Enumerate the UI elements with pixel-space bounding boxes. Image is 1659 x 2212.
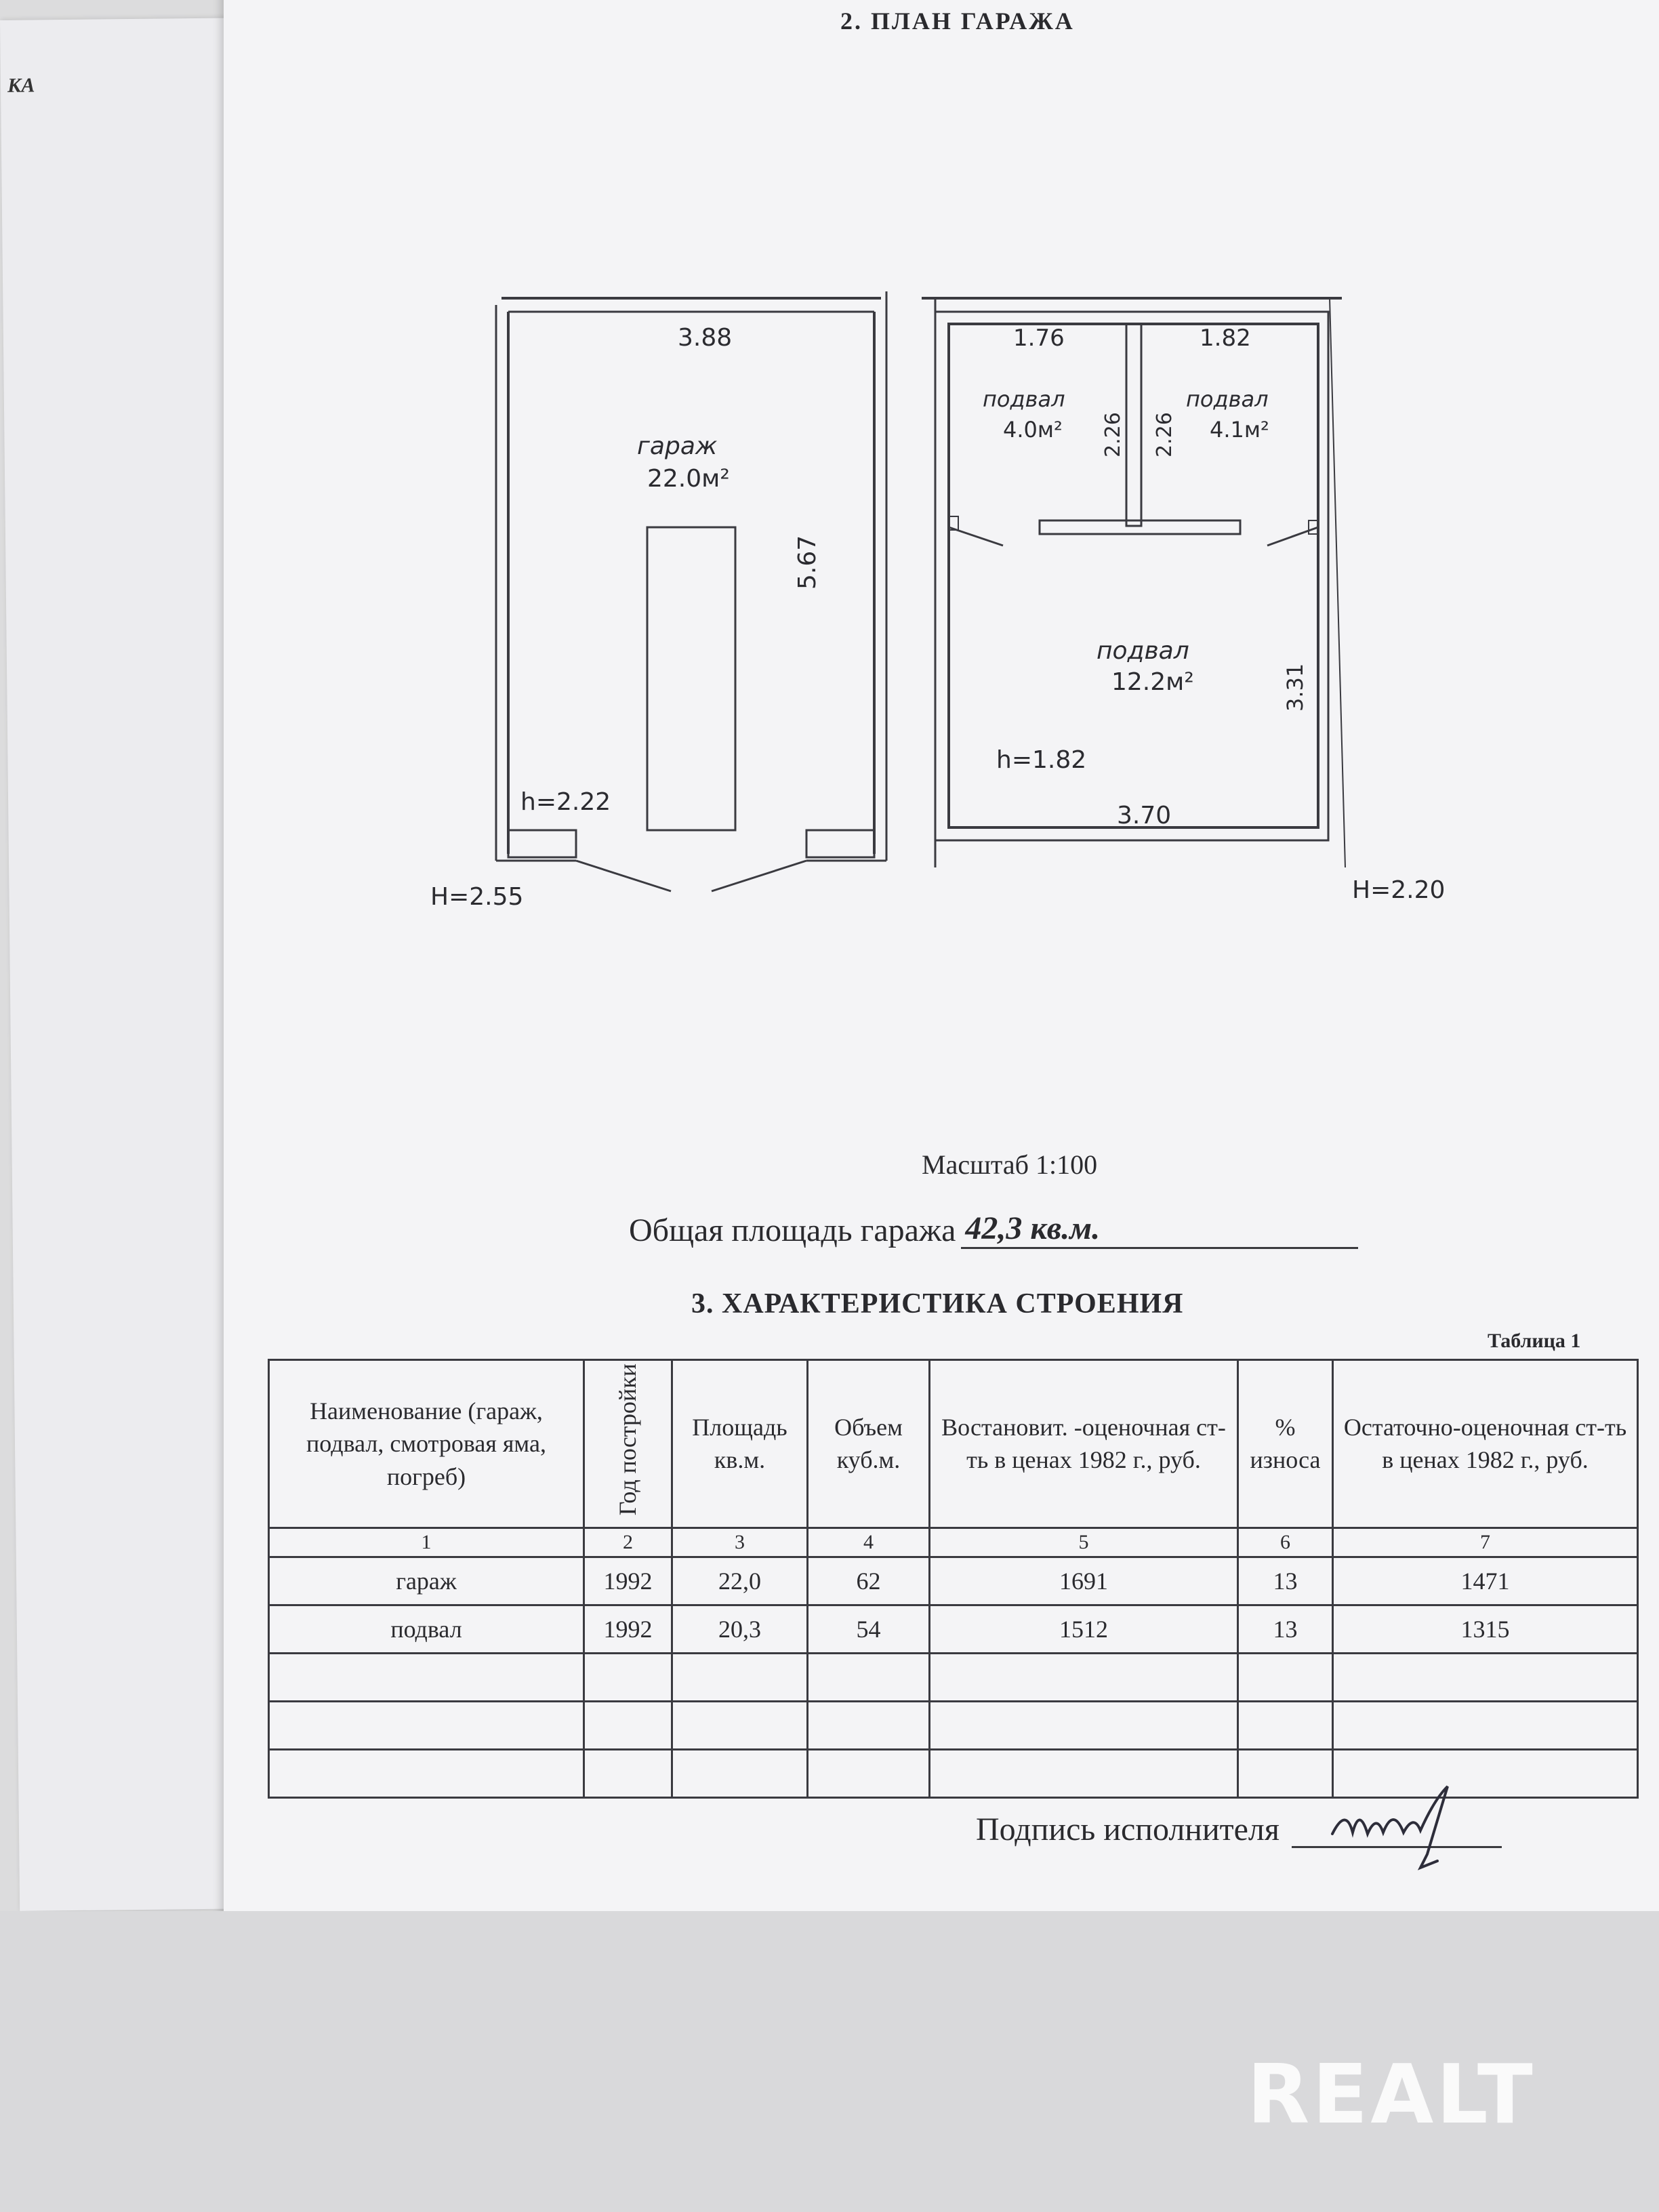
cell-wear: 13 [1238,1605,1333,1654]
garage-length-label: 5.67 [794,535,821,590]
scale-text: Масштаб 1:100 [922,1149,1098,1180]
cell-empty [672,1750,808,1798]
back-sheet-fragment-text: КА [7,74,35,97]
cell-restoration-value: 1691 [930,1557,1238,1605]
basement-right-room-name: подвал [1186,386,1269,412]
table-row [269,1605,1638,1654]
table-header-row [269,1360,1638,1528]
cell-year: 1992 [584,1605,672,1654]
garage-room-area: 22.0м² [647,465,730,493]
plan-title: 2. ПЛАН ГАРАЖА [840,7,1075,35]
cell-empty [930,1750,1238,1798]
cell-empty [584,1702,672,1750]
total-area-value: 42,3 кв.м. [961,1210,1358,1249]
cell-empty [1238,1702,1333,1750]
cell-name: гараж [269,1557,584,1605]
col-number: 3 [672,1528,808,1557]
handwritten-signature [1319,1780,1495,1875]
garage-outer-height: H=2.55 [430,883,524,911]
realt-watermark: REALT [1247,2048,1536,2142]
cell-empty [269,1702,584,1750]
basement-inner-height: h=1.82 [996,746,1087,774]
cell-empty [269,1750,584,1798]
cell-empty [584,1750,672,1798]
basement-outer-height: H=2.20 [1352,876,1446,904]
total-area-label: Общая площадь гаража [629,1212,956,1248]
cell-empty [672,1654,808,1702]
basement-main-width: 3.70 [1117,802,1172,830]
cell-empty [1333,1654,1638,1702]
basement-right-room-area: 4.1м² [1210,417,1269,443]
cell-volume: 62 [808,1557,930,1605]
cell-area: 22,0 [672,1557,808,1605]
cell-empty [1333,1702,1638,1750]
section3-title: 3. ХАРАКТЕРИСТИКА СТРОЕНИЯ [691,1288,1184,1319]
cell-volume: 54 [808,1605,930,1654]
basement-plan [922,298,1345,867]
header-year-text: Год постройки [613,1364,641,1516]
floor-plan-drawing [407,271,1464,922]
garage-width-label: 3.88 [678,324,733,352]
basement-left-width: 1.76 [1013,325,1065,352]
cell-empty [269,1654,584,1702]
cell-empty [808,1654,930,1702]
table-row-empty [269,1702,1638,1750]
col-number: 7 [1333,1528,1638,1557]
table-caption: Таблица 1 [1488,1330,1581,1352]
basement-left-room-area: 4.0м² [1003,417,1063,443]
basement-main-room-area: 12.2м² [1111,668,1194,696]
col-number: 1 [269,1528,584,1557]
cell-area: 20,3 [672,1605,808,1654]
cell-empty [930,1702,1238,1750]
signature-field [1292,1814,1502,1848]
cell-empty [808,1750,930,1798]
total-area-line [629,1210,1358,1249]
basement-left-depth: 2.26 [1101,412,1125,457]
header-wear: % износа [1238,1360,1333,1528]
header-area: Площадь кв.м. [672,1360,808,1528]
cell-residual-value: 1315 [1333,1605,1638,1654]
cell-wear: 13 [1238,1557,1333,1605]
col-number: 5 [930,1528,1238,1557]
signature-line [976,1811,1502,1848]
cell-empty [808,1702,930,1750]
cell-restoration-value: 1512 [930,1605,1238,1654]
table-row-empty [269,1654,1638,1702]
col-number: 2 [584,1528,672,1557]
cell-empty [1238,1654,1333,1702]
header-residual-value: Остаточно-оценочная ст-ть в ценах 1982 г., руб. [1333,1360,1638,1528]
garage-inner-height: h=2.22 [520,788,611,816]
basement-right-width: 1.82 [1200,325,1251,352]
header-volume: Объем куб.м. [808,1360,930,1528]
cell-empty [584,1654,672,1702]
cell-empty [672,1702,808,1750]
table-row [269,1557,1638,1605]
basement-main-room-name: подвал [1097,637,1189,665]
garage-room-name: гараж [637,432,718,460]
cell-empty [930,1654,1238,1702]
header-name: Наименование (гараж, подвал, смотровая яма, погреб) [269,1360,584,1528]
header-year [584,1360,672,1528]
cell-year: 1992 [584,1557,672,1605]
col-number: 4 [808,1528,930,1557]
characteristics-table [268,1359,1639,1799]
cell-residual-value: 1471 [1333,1557,1638,1605]
cell-name: подвал [269,1605,584,1654]
column-number-row [269,1528,1638,1557]
basement-left-room-name: подвал [983,386,1065,412]
col-number: 6 [1238,1528,1333,1557]
basement-main-depth: 3.31 [1282,663,1308,712]
header-restoration-value: Востановит. -оценочная ст-ть в ценах 1982 г., руб. [930,1360,1238,1528]
basement-right-depth: 2.26 [1153,412,1176,457]
signature-label: Подпись исполнителя [976,1811,1279,1847]
